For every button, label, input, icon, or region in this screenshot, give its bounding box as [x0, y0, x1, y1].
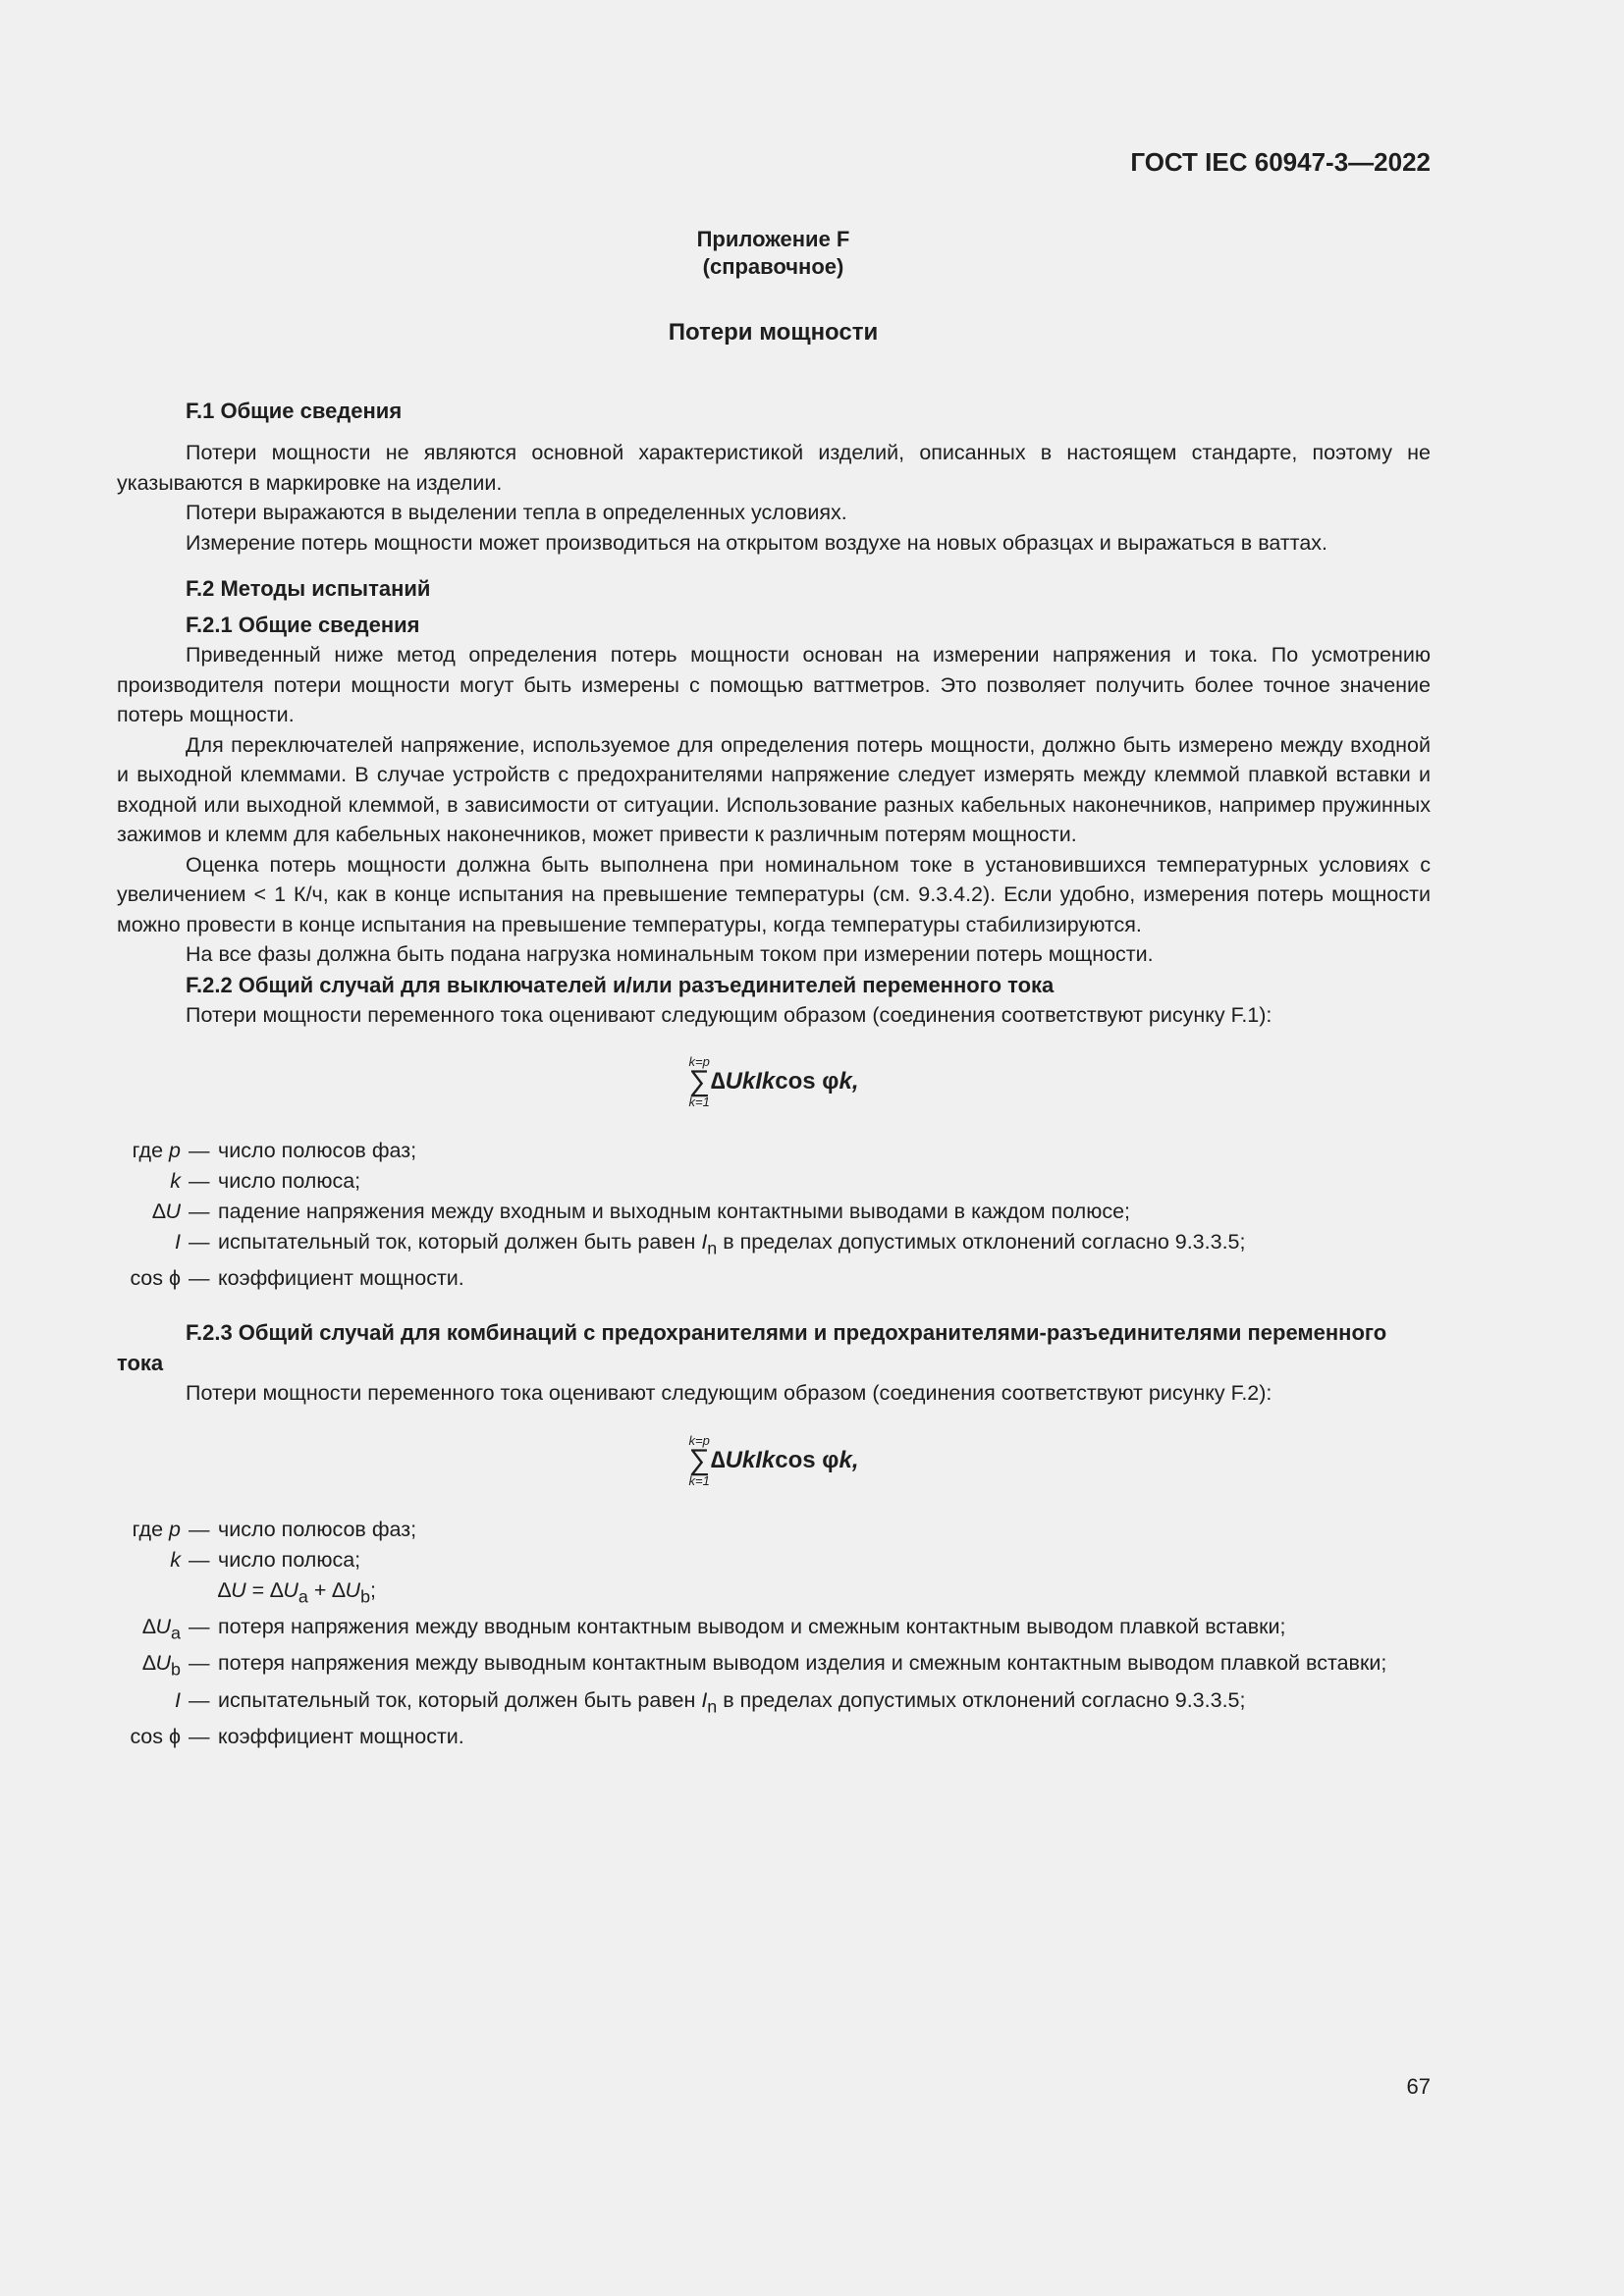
document-body: [117, 396, 1431, 1752]
definition-row: cos ϕ — коэффициент мощности.: [130, 1266, 464, 1291]
annex-type: (справочное): [702, 254, 844, 279]
document-code: ГОСТ IEC 60947-3—2022: [1130, 147, 1431, 177]
definition-row: cos ϕ — коэффициент мощности.: [130, 1724, 464, 1748]
definition-row: где p — число полюсов фаз;: [132, 1517, 417, 1541]
annex-heading: [0, 226, 1546, 281]
section-f23-heading: F.2.3 Общий случай для комбинаций с предохранителями и предохранителями-разъединителями переменного тока: [117, 1320, 1387, 1376]
paragraph: Потери выражаются в выделении тепла в определенных условиях.: [186, 501, 847, 524]
definition-row: $\Delta U_a$ — потеря напряжения между вводным контактным выводом и смежным контактным выводом плавкой вставки;: [142, 1615, 1286, 1643]
formula-expression: ∆UkIkcos φk,: [710, 1067, 859, 1095]
section-f1-heading: F.1 Общие сведения: [186, 399, 403, 423]
definition-row: k — число полюса;: [170, 1547, 361, 1572]
paragraph: Приведенный ниже метод определения потерь мощности основан на измерении напряжения и тока. По усмотрению производителя потери мощности могут быть измерены с помощью ваттметров. Это позволяет получить более точное значение потерь мощности.: [117, 643, 1431, 726]
paragraph: Потери мощности переменного тока оценивают следующим образом (соединения соответствуют рисунку F.1):: [186, 1002, 1272, 1027]
paragraph: Потери мощности переменного тока оценивают следующим образом (соединения соответствуют рисунку F.2):: [186, 1381, 1272, 1406]
definition-row: I — испытательный ток, который должен быть равен $I_n$ в пределах допустимых отклонений согласно 9.3.3.5;: [175, 1230, 1246, 1258]
annex-label: Приложение F: [696, 227, 850, 251]
definition-row: $\Delta U = \Delta U_a + \Delta U_b$;: [218, 1577, 377, 1607]
annex-title: Потери мощности: [668, 319, 879, 346]
formula-expression: ∆UkIkcos φk,: [710, 1446, 859, 1473]
summation-symbol: k=p ∑ k=1: [688, 1054, 710, 1109]
section-f21-heading: F.2.1 Общие сведения: [186, 613, 420, 637]
definition-row: ∆U — падение напряжения между входным и выходным контактными выводами в каждом полюсе;: [152, 1200, 1131, 1223]
paragraph: На все фазы должна быть подана нагрузка номинальным током при измерении потерь мощности.: [186, 942, 1154, 966]
summation-symbol: k=p ∑ k=1: [688, 1432, 710, 1488]
definition-row: где p — число полюсов фаз;: [132, 1139, 417, 1162]
definition-row: $\Delta U_b$ — потеря напряжения между выводным контактным выводом изделия и смежным контактным выводом плавкой вставки;: [142, 1651, 1387, 1680]
page-number: 67: [1406, 2074, 1431, 2099]
definitions-list-1: [117, 1136, 1431, 1294]
definition-row: I — испытательный ток, который должен быть равен $I_n$ в пределах допустимых отклонений согласно 9.3.3.5;: [175, 1687, 1246, 1716]
paragraph: Оценка потерь мощности должна быть выполнена при номинальном токе в установившихся температурных условиях с увеличением < 1 К/ч, как в конце испытания на превышение температуры (см. 9.3.4.2). Если удобно, измерения потерь мощности можно провести в конце испытания на превышение температуры, когда температуры стабилизируются.: [117, 852, 1431, 936]
section-f2-heading: F.2 Методы испытаний: [186, 576, 431, 601]
paragraph: Измерение потерь мощности может производиться на открытом воздухе на новых образцах и выражаться в ваттах.: [186, 530, 1328, 555]
power-loss-formula-2: [117, 1422, 1431, 1499]
paragraph: Потери мощности не являются основной характеристикой изделий, описанных в настоящем стандарте, поэтому не указываются в маркировке на изделии.: [117, 441, 1431, 495]
definition-row: k — число полюса;: [170, 1169, 361, 1193]
definitions-list-2: [117, 1515, 1431, 1752]
power-loss-formula-1: [117, 1043, 1431, 1120]
paragraph: Для переключателей напряжение, используемое для определения потерь мощности, должно быть измерено между входной и выходной клеммами. В случае устройств с предохранителями напряжение следует измерять между клеммой плавкой вставки и входной или выходной клеммой, в зависимости от ситуации. Использование разных кабельных наконечников, например пружинных зажимов и клемм для кабельных наконечников, может привести к различным потерям мощности.: [117, 732, 1431, 846]
section-f22-heading: F.2.2 Общий случай для выключателей и/или разъединителей переменного тока: [186, 972, 1055, 997]
